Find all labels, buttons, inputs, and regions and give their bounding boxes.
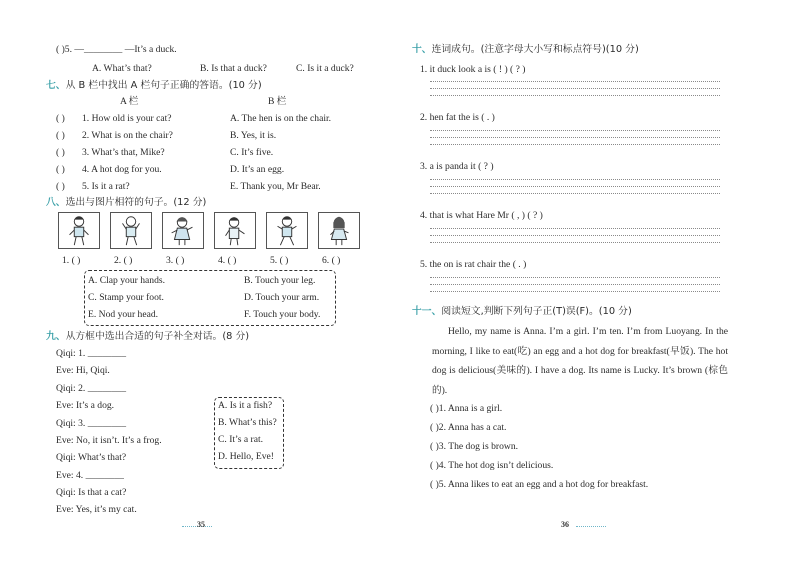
- dialogue-option-b: B. What’s this?: [218, 417, 277, 428]
- question-a: 5. Is it a rat?: [82, 181, 130, 192]
- word-order-item-3: 3. a is panda it ( ? ): [420, 161, 494, 172]
- dialogue-line: Qiqi: 3. ________: [56, 418, 127, 429]
- picture-5-figure: [266, 212, 308, 249]
- option-f: F. Touch your body.: [244, 309, 321, 320]
- answer-paren[interactable]: ( ): [56, 130, 65, 141]
- dialogue-line: Qiqi: 2. ________: [56, 383, 127, 394]
- page-deco: [576, 526, 606, 529]
- page-number-left: 35: [197, 520, 205, 529]
- picture-1-blank[interactable]: 1. ( ): [62, 255, 81, 266]
- dialogue-option-d: D. Hello, Eve!: [218, 451, 274, 462]
- option-c: C. Stamp your foot.: [88, 292, 164, 303]
- q5-option-b: B. Is that a duck?: [200, 63, 267, 74]
- writing-line[interactable]: [430, 81, 720, 82]
- q5-line: ( )5. —________ —It’s a duck.: [56, 44, 177, 55]
- writing-line[interactable]: [430, 284, 720, 285]
- answer-b: B. Yes, it is.: [230, 130, 277, 141]
- dialogue-line: Qiqi: 1. ________: [56, 348, 127, 359]
- dialogue-option-c: C. It’s a rat.: [218, 434, 264, 445]
- writing-line[interactable]: [430, 291, 720, 292]
- answer-b: A. The hen is on the chair.: [230, 113, 332, 124]
- answer-paren[interactable]: ( ): [56, 164, 65, 175]
- tf-question[interactable]: ( )1. Anna is a girl.: [430, 403, 503, 414]
- tf-question[interactable]: ( )3. The dog is brown.: [430, 441, 519, 452]
- writing-line[interactable]: [430, 277, 720, 278]
- picture-3-figure: [162, 212, 204, 249]
- page-number-right: 36: [561, 520, 569, 529]
- option-e: E. Nod your head.: [88, 309, 159, 320]
- question-a: 2. What is on the chair?: [82, 130, 173, 141]
- answer-b: E. Thank you, Mr Bear.: [230, 181, 321, 192]
- picture-6-figure: [318, 212, 360, 249]
- question-a: 1. How old is your cat?: [82, 113, 172, 124]
- section-7-title: 七、从 B 栏中找出 A 栏句子正确的答语。(10 分): [46, 80, 262, 91]
- answer-paren[interactable]: ( ): [56, 113, 65, 124]
- word-order-item-5: 5. the on is rat chair the ( . ): [420, 259, 527, 270]
- picture-2-blank[interactable]: 2. ( ): [114, 255, 133, 266]
- picture-1-figure: [58, 212, 100, 249]
- dialogue-line: Eve: 4. ________: [56, 470, 124, 481]
- section-9-title: 九、从方框中选出合适的句子补全对话。(8 分): [46, 331, 250, 342]
- dialogue-line: Eve: Yes, it’s my cat.: [56, 504, 137, 515]
- answer-b: C. It’s five.: [230, 147, 274, 158]
- section-10-title: 十、连词成句。(注意字母大小写和标点符号)(10 分): [412, 44, 639, 55]
- dialogue-line: Qiqi: What’s that?: [56, 452, 127, 463]
- writing-line[interactable]: [430, 144, 720, 145]
- question-a: 3. What’s that, Mike?: [82, 147, 165, 158]
- option-d: D. Touch your arm.: [244, 292, 320, 303]
- tf-question[interactable]: ( )4. The hot dog isn’t delicious.: [430, 460, 554, 471]
- column-b-header: B 栏: [268, 96, 287, 107]
- section-11-title: 十一、阅读短文,判断下列句子正(T)误(F)。(10 分): [412, 306, 632, 317]
- dialogue-line: Eve: Hi, Qiqi.: [56, 365, 110, 376]
- option-b: B. Touch your leg.: [244, 275, 316, 286]
- answer-paren[interactable]: ( ): [56, 147, 65, 158]
- writing-line[interactable]: [430, 137, 720, 138]
- answer-b: D. It’s an egg.: [230, 164, 285, 175]
- answer-paren[interactable]: ( ): [56, 181, 65, 192]
- picture-4-blank[interactable]: 4. ( ): [218, 255, 237, 266]
- writing-line[interactable]: [430, 228, 720, 229]
- picture-4-figure: [214, 212, 256, 249]
- picture-6-blank[interactable]: 6. ( ): [322, 255, 341, 266]
- writing-line[interactable]: [430, 242, 720, 243]
- dialogue-line: Eve: It’s a dog.: [56, 400, 115, 411]
- picture-3-blank[interactable]: 3. ( ): [166, 255, 185, 266]
- tf-question[interactable]: ( )2. Anna has a cat.: [430, 422, 507, 433]
- q5-option-a: A. What’s that?: [92, 63, 152, 74]
- tf-question[interactable]: ( )5. Anna likes to eat an egg and a hot dog for breakfast.: [430, 479, 649, 490]
- picture-2-figure: [110, 212, 152, 249]
- word-order-item-1: 1. it duck look a is ( ! ) ( ? ): [420, 64, 526, 75]
- option-a: A. Clap your hands.: [88, 275, 166, 286]
- picture-5-blank[interactable]: 5. ( ): [270, 255, 289, 266]
- writing-line[interactable]: [430, 235, 720, 236]
- dialogue-option-a: A. Is it a fish?: [218, 400, 273, 411]
- dialogue-line: Qiqi: Is that a cat?: [56, 487, 127, 498]
- question-a: 4. A hot dog for you.: [82, 164, 162, 175]
- q5-option-c: C. Is it a duck?: [296, 63, 354, 74]
- column-a-header: A 栏: [120, 96, 139, 107]
- section-8-title: 八、选出与图片相符的句子。(12 分): [46, 197, 207, 208]
- writing-line[interactable]: [430, 193, 720, 194]
- writing-line[interactable]: [430, 95, 720, 96]
- dialogue-line: Eve: No, it isn’t. It’s a frog.: [56, 435, 162, 446]
- writing-line[interactable]: [430, 88, 720, 89]
- writing-line[interactable]: [430, 186, 720, 187]
- reading-passage: Hello, my name is Anna. I’m a girl. I’m ten. I’m from Luoyang. In the morning, I like to eat(吃) an egg and a hot dog for breakfast(早饭). The hot dog is delicious(美味的). I have a dog. Its name is Lucky. It’s brown (棕色的).: [432, 326, 728, 396]
- writing-line[interactable]: [430, 179, 720, 180]
- word-order-item-4: 4. that is what Hare Mr ( , ) ( ? ): [420, 210, 543, 221]
- writing-line[interactable]: [430, 130, 720, 131]
- word-order-item-2: 2. hen fat the is ( . ): [420, 112, 495, 123]
